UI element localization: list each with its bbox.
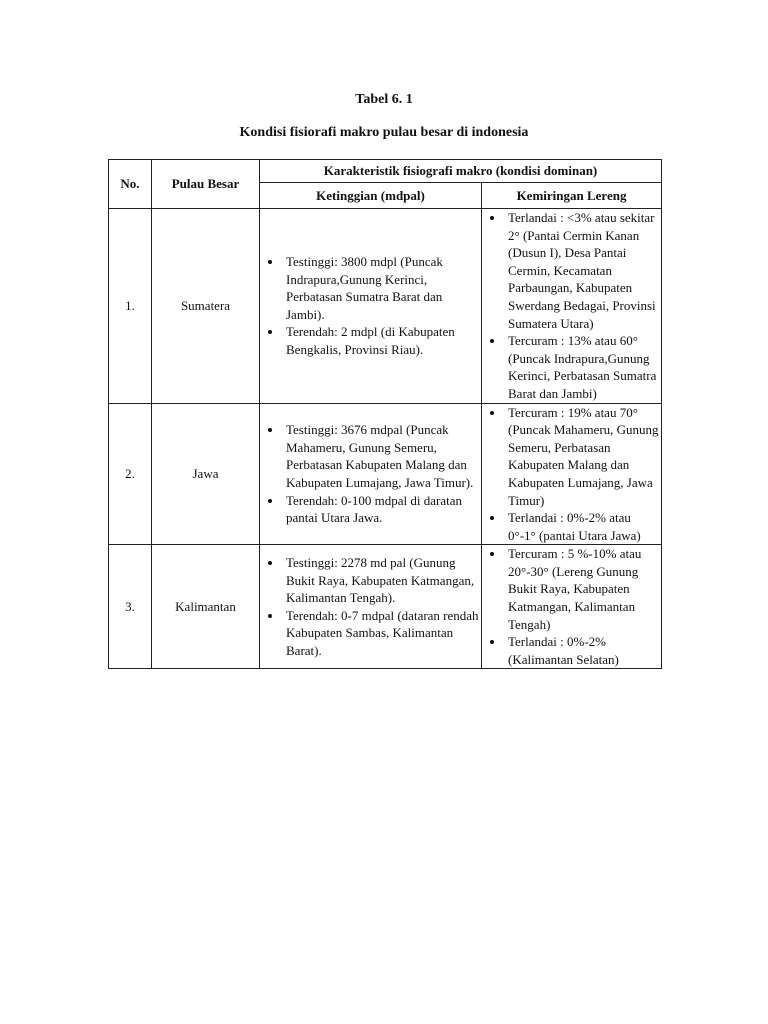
table-caption: Kondisi fisiorafi makro pulau besar di indonesia [239,125,529,140]
list-item: • Tercuram : 19% atau 70° (Puncak Mahameru, Gunung Semeru, Perbatasan Kabupaten Malang dan Kabupaten Lumajang, Jawa Timur) [505,404,661,510]
list-item: • Testinggi: 3800 mdpl (Puncak Indrapura,Gunung Kerinci, Perbatasan Sumatra Barat dan Jambi). [283,253,481,323]
elevation-list [260,253,481,359]
list-item: • Testinggi: 3676 mdpal (Puncak Mahameru, Gunung Semeru, Perbatasan Kabupaten Malang dan Kabupaten Lumajang, Jawa Timur). [283,421,481,491]
slope-cell [482,545,662,669]
slope-cell [482,209,662,404]
table-number-title: Tabel 6. 1 [355,92,413,107]
row-number: 2. [109,403,152,545]
elevation-list [260,554,481,660]
header-karakteristik: Karakteristik fisiografi makro (kondisi dominan) [260,160,662,183]
elevation-cell [260,209,482,404]
physiography-table [108,159,662,669]
slope-list [482,545,661,668]
header-pulau-besar: Pulau Besar [152,160,260,209]
list-item: • Testinggi: 2278 md pal (Gunung Bukit Raya, Kabupaten Katmangan, Kalimantan Tengah). [283,554,481,607]
header-ketinggian: Ketinggian (mdpal) [260,183,482,209]
island-name: Sumatera [152,209,260,404]
island-name: Kalimantan [152,545,260,669]
slope-cell [482,403,662,545]
list-item: • Terlandai : <3% atau sekitar 2° (Pantai Cermin Kanan (Dusun I), Desa Pantai Cermin, Kecamatan Parbaungan, Kabupaten Swerdang Bedagai, Provinsi Sumatera Utara) [505,209,661,332]
list-item: • Tercuram : 5 %-10% atau 20°-30° (Lereng Gunung Bukit Raya, Kabupaten Katmangan, Kalimantan Tengah) [505,545,661,633]
list-item: • Terendah: 0-7 mdpal (dataran rendah Kabupaten Sambas, Kalimantan Barat). [283,607,481,660]
table-row [109,545,662,669]
slope-list [482,404,661,545]
table-row [109,403,662,545]
elevation-cell [260,545,482,669]
list-item: • Terendah: 2 mdpl (di Kabupaten Bengkalis, Provinsi Riau). [283,323,481,358]
list-item: • Terlandai : 0%-2% atau 0°-1° (pantai Utara Jawa) [505,509,661,544]
island-name: Jawa [152,403,260,545]
list-item: • Terendah: 0-100 mdpal di daratan pantai Utara Jawa. [283,492,481,527]
list-item: • Tercuram : 13% atau 60° (Puncak Indrapura,Gunung Kerinci, Perbatasan Sumatra Barat dan Jambi) [505,332,661,402]
table-row [109,209,662,404]
slope-list [482,209,661,403]
row-number: 1. [109,209,152,404]
header-kemiringan: Kemiringan Lereng [482,183,662,209]
elevation-list [260,421,481,527]
row-number: 3. [109,545,152,669]
elevation-cell [260,403,482,545]
list-item: • Terlandai : 0%-2% (Kalimantan Selatan) [505,633,661,668]
header-no: No. [109,160,152,209]
